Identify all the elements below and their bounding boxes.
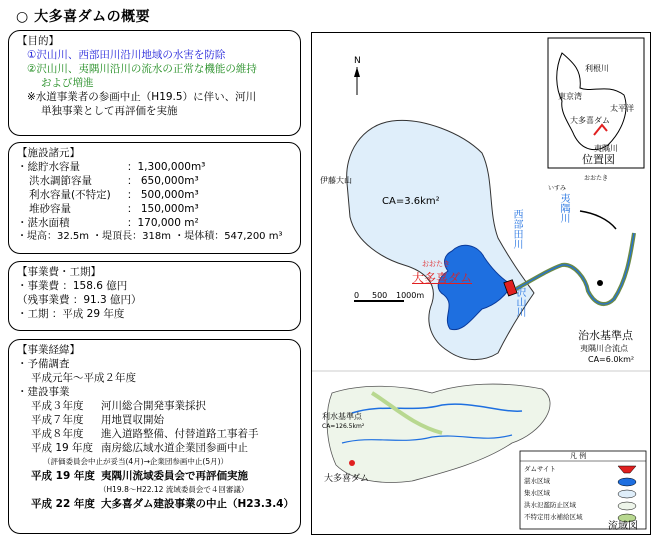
legend-swatch-water xyxy=(618,478,636,486)
river-isumi-kana: いすみ xyxy=(548,185,567,192)
river-seibu-label: 西部田川 xyxy=(511,209,522,249)
history-text: 大多喜ダム建設事業の中止（H23.3.4） xyxy=(101,498,294,510)
control-point-title: 治水基準点 xyxy=(578,329,633,342)
road xyxy=(580,211,616,229)
purpose-item-2-cont: および増進 xyxy=(41,77,94,89)
history-year: 平成３年度 xyxy=(31,400,84,412)
history-text: 河川総合開発事業採択 xyxy=(101,400,206,412)
facility-label: 洪水調節容量 xyxy=(29,175,92,187)
purpose-header: 【目的】 xyxy=(17,35,59,47)
cost-total: ・事業費 ：158.6 億円 xyxy=(17,280,128,292)
catchment-area xyxy=(347,120,534,359)
legend-title: 凡 例 xyxy=(570,452,587,460)
history-line: ・予備調査 xyxy=(17,358,70,370)
legend-item: 洪水氾濫防止区域 xyxy=(524,501,576,509)
history-text: 用地買収開始 xyxy=(101,414,164,426)
inset-label: 太平洋 xyxy=(610,104,634,113)
history-subnote: （評価委員会中止が妥当(4月)→企業団参画中止(5月)） xyxy=(43,457,229,466)
otaki-kana: おおたき xyxy=(584,175,609,182)
facility-value: ： 500,000m³ xyxy=(127,189,199,201)
history-subnote: （H19.8～H22.12 流域委員会で４回審議） xyxy=(99,485,249,494)
legend-item: ダムサイト xyxy=(524,465,556,473)
basin-point-label: 利水基準点 xyxy=(322,412,362,421)
facility-value: ： 650,000m³ xyxy=(127,175,199,187)
inset-label: 利根川 xyxy=(585,64,609,73)
history-text: 南房総広域水道企業団参画中止 xyxy=(101,442,248,454)
history-text: 進入道路整備、付替道路工事着手 xyxy=(101,428,259,440)
cost-period: ・工期 ：平成 29 年度 xyxy=(17,308,125,320)
mountain-label: 伊藤大山 xyxy=(320,176,352,185)
basin-dam-icon xyxy=(349,460,355,466)
scale-label: 1000m xyxy=(396,291,425,300)
history-year: 平成 19 年度 xyxy=(31,442,94,454)
facility-value: ：1,300,000m³ xyxy=(127,161,206,173)
map-panel xyxy=(311,32,651,535)
river-takusan-label: 沢山川 xyxy=(514,287,525,317)
legend-swatch-flood xyxy=(618,502,636,510)
legend-item: 不特定用水補給区域 xyxy=(524,513,583,521)
dam-name-label: 大多喜ダム xyxy=(412,271,473,285)
cost-box xyxy=(8,261,301,331)
basin-dam-label: 大多喜ダム xyxy=(324,474,370,484)
history-year: 平成 19 年度 xyxy=(31,470,95,482)
river-isumi-label: 夷隅川 xyxy=(558,193,569,223)
legend-item: 湛水区域 xyxy=(524,477,550,485)
history-year: 平成７年度 xyxy=(31,414,84,426)
purpose-item-2: ②沢山川、夷隅川沿川の流水の正常な機能の維持 xyxy=(27,63,257,75)
legend-item: 集水区域 xyxy=(524,489,550,497)
facility-value: ：170,000 m² xyxy=(127,217,199,229)
history-line: ・建設事業 xyxy=(17,386,70,398)
facility-header: 【施設諸元】 xyxy=(17,147,80,159)
scale-label: 500 xyxy=(372,291,388,300)
cost-remaining: （残事業費 ：91.3 億円） xyxy=(17,294,142,306)
history-text: 夷隅川流域委員会で再評価実施 xyxy=(101,470,248,482)
purpose-box xyxy=(8,30,301,136)
purpose-note-cont: 単独事業として再評価を実施 xyxy=(41,105,178,117)
catchment-ca-label: CA=3.6km² xyxy=(382,196,440,207)
legend-swatch-basin xyxy=(618,490,636,498)
map-svg xyxy=(312,33,650,534)
dam-kana: おおたき xyxy=(422,260,450,268)
north-arrow-icon xyxy=(354,56,361,95)
history-line: 平成元年～平成２年度 xyxy=(31,372,136,384)
facility-label: 堆砂容量 xyxy=(29,203,71,215)
history-header: 【事業経緯】 xyxy=(17,344,80,356)
inset-label: 東京湾 xyxy=(558,92,582,101)
history-year: 平成 22 年度 xyxy=(31,498,95,510)
inset-title: 位置図 xyxy=(582,153,615,166)
svg-text:N: N xyxy=(354,56,361,66)
inset-label: 夷隅川 xyxy=(594,144,618,153)
facility-label: 利水容量(不特定) xyxy=(29,189,111,201)
facility-box xyxy=(8,142,301,254)
page-title: ○ 大多喜ダムの概要 xyxy=(16,9,151,25)
facility-value: ： 150,000m³ xyxy=(127,203,199,215)
facility-dimensions: ・堤高：32.5m ・堤頂長：318m ・堤体積：547,200 m³ xyxy=(17,231,283,242)
control-point-icon xyxy=(597,280,603,286)
scale-label: 0 xyxy=(354,291,360,300)
history-box xyxy=(8,339,301,534)
cost-header: 【事業費・工期】 xyxy=(17,266,101,278)
facility-label: ・湛水面積 xyxy=(17,217,70,229)
purpose-item-1: ①沢山川、西部田川沿川地域の水害を防除 xyxy=(27,49,226,61)
purpose-note: ※水道事業者の参画中止（H19.5）に伴い、河川 xyxy=(27,91,257,103)
history-year: 平成８年度 xyxy=(31,428,84,440)
basin-ca-label: CA=126.5km² xyxy=(322,423,365,430)
facility-label: ・総貯水容量 xyxy=(17,161,80,173)
inset-label: 大多喜ダム xyxy=(570,116,610,125)
basin-map-title: 流域図 xyxy=(608,521,638,532)
control-point-name: 夷隅川合流点 xyxy=(580,344,628,353)
control-point-ca: CA=6.0km² xyxy=(588,355,635,364)
